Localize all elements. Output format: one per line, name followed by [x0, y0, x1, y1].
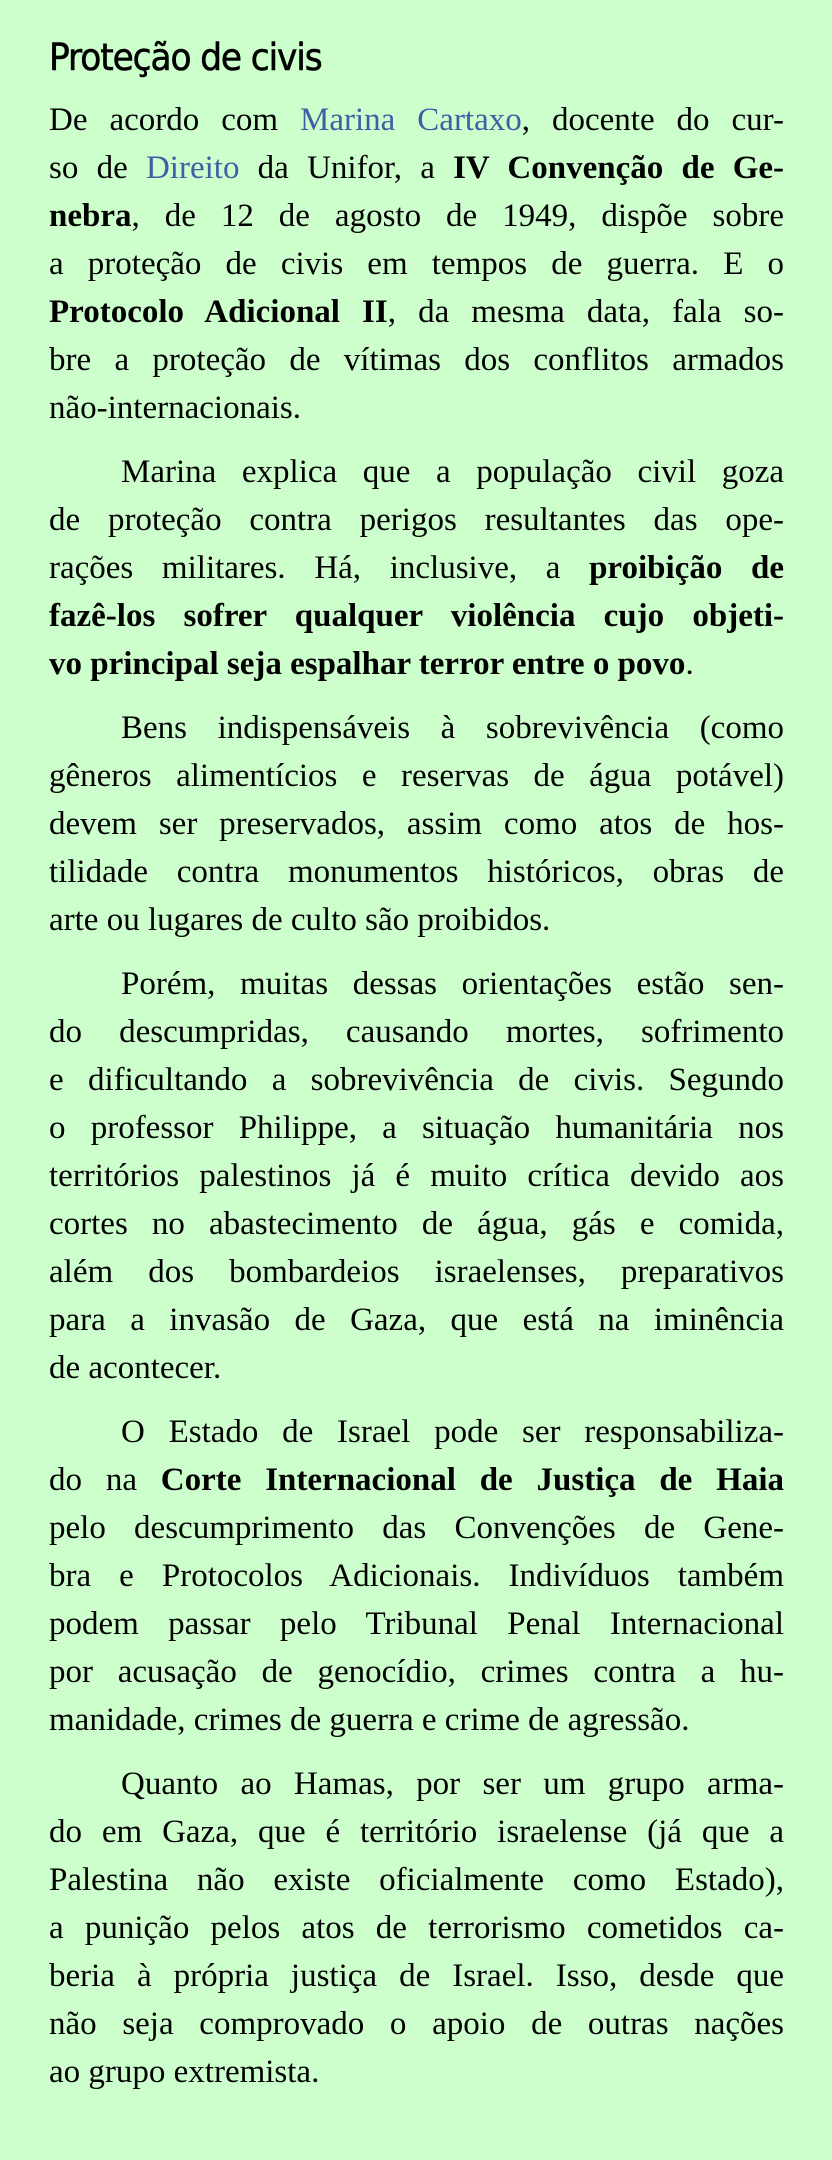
text-line: [49, 240, 784, 288]
text-line: [49, 1296, 784, 1344]
text-line: [49, 2048, 784, 2096]
text-line: [49, 1952, 784, 2000]
text-segment: podem passar pelo Tribunal Penal Internacional: [49, 1606, 784, 1642]
text-segment: Marina explica que a população civil goza: [121, 454, 784, 490]
text-line: [49, 192, 784, 240]
text-segment: de proteção contra perigos resultantes das ope-: [49, 502, 784, 538]
article-body: [49, 96, 784, 2112]
text-line: [49, 1808, 784, 1856]
text-segment: o professor Philippe, a situação humanitária nos: [49, 1110, 784, 1146]
text-segment: , docente do cur-: [521, 102, 785, 138]
paragraph: [49, 1408, 784, 1744]
text-segment: Bens indispensáveis à sobrevivência (como: [121, 710, 784, 746]
text-line: [49, 1504, 784, 1552]
text-segment: beria à própria justiça de Israel. Isso, desde que: [49, 1958, 784, 1994]
text-line: [49, 1344, 784, 1392]
inline-link[interactable]: Marina Cartaxo: [300, 102, 522, 138]
text-segment: arte ou lugares de culto são proibidos.: [49, 902, 551, 938]
text-line: [49, 2000, 784, 2048]
text-line: [49, 1104, 784, 1152]
text-line: [49, 1856, 784, 1904]
bold-text: IV Convenção de Ge-: [453, 150, 785, 186]
section-heading: Proteção de civis: [49, 36, 322, 79]
text-segment: gêneros alimentícios e reservas de água potável): [49, 758, 784, 794]
text-segment: manidade, crimes de guerra e crime de agressão.: [49, 1702, 690, 1738]
text-segment: devem ser preservados, assim como atos de hos-: [49, 806, 784, 842]
text-segment: bra e Protocolos Adicionais. Indivíduos também: [49, 1558, 784, 1594]
text-line: [49, 960, 784, 1008]
text-segment: por acusação de genocídio, crimes contra a hu-: [49, 1654, 784, 1690]
text-line: [49, 1600, 784, 1648]
text-line: [49, 544, 784, 592]
bold-text: nebra: [49, 198, 132, 234]
text-line: [49, 1056, 784, 1104]
text-segment: .: [685, 646, 694, 682]
text-line: [49, 288, 784, 336]
text-line: [49, 336, 784, 384]
text-segment: territórios palestinos já é muito crítica devido aos: [49, 1158, 784, 1194]
text-line: [49, 1904, 784, 1952]
text-line: [49, 800, 784, 848]
text-line: [49, 1152, 784, 1200]
paragraph: [49, 96, 784, 432]
text-line: [49, 496, 784, 544]
text-line: [49, 1008, 784, 1056]
text-line: [49, 1552, 784, 1600]
text-segment: para a invasão de Gaza, que está na iminência: [49, 1302, 784, 1338]
text-line: [49, 1456, 784, 1504]
bold-text: Protocolo Adicional II: [49, 294, 388, 330]
text-segment: a punição pelos atos de terrorismo cometidos ca-: [49, 1910, 784, 1946]
bold-text: fazê-los sofrer qualquer violência cujo objeti-: [49, 598, 784, 634]
text-line: [49, 448, 784, 496]
paragraph: [49, 448, 784, 688]
bold-text: Corte Internacional de Justiça de Haia: [160, 1462, 784, 1498]
text-segment: pelo descumprimento das Convenções de Gene-: [49, 1510, 784, 1546]
text-segment: rações militares. Há, inclusive, a: [49, 550, 590, 586]
text-segment: , de 12 de agosto de 1949, dispõe sobre: [131, 198, 784, 234]
inline-link[interactable]: Direito: [145, 150, 240, 186]
text-line: [49, 96, 784, 144]
text-line: [49, 1200, 784, 1248]
text-segment: so de: [49, 150, 146, 186]
paragraph: [49, 960, 784, 1392]
text-line: [49, 704, 784, 752]
text-line: [49, 1248, 784, 1296]
bold-text: vo principal seja espalhar terror entre o povo: [49, 646, 686, 682]
paragraph: [49, 1760, 784, 2096]
text-line: [49, 752, 784, 800]
text-segment: a proteção de civis em tempos de guerra. E o: [49, 246, 784, 282]
text-segment: bre a proteção de vítimas dos conflitos armados: [49, 342, 784, 378]
text-line: [49, 592, 784, 640]
text-segment: e dificultando a sobrevivência de civis. Segundo: [49, 1062, 784, 1098]
text-segment: Porém, muitas dessas orientações estão sen-: [121, 966, 784, 1002]
text-segment: não-internacionais.: [49, 390, 301, 426]
text-segment: do em Gaza, que é território israelense (já que a: [49, 1814, 784, 1850]
text-segment: ao grupo extremista.: [49, 2054, 320, 2090]
text-segment: , da mesma data, fala so-: [387, 294, 784, 330]
text-segment: cortes no abastecimento de água, gás e comida,: [49, 1206, 784, 1242]
text-segment: tilidade contra monumentos históricos, obras de: [49, 854, 784, 890]
text-line: [49, 1696, 784, 1744]
text-segment: Palestina não existe oficialmente como Estado),: [49, 1862, 784, 1898]
text-segment: não seja comprovado o apoio de outras nações: [49, 2006, 784, 2042]
text-segment: além dos bombardeios israelenses, preparativos: [49, 1254, 784, 1290]
text-segment: De acordo com: [49, 102, 301, 138]
text-segment: da Unifor, a: [239, 150, 454, 186]
paragraph: [49, 704, 784, 944]
text-line: [49, 640, 784, 688]
text-line: [49, 1408, 784, 1456]
text-line: [49, 384, 784, 432]
text-segment: do na: [49, 1462, 161, 1498]
text-segment: Quanto ao Hamas, por ser um grupo arma-: [121, 1766, 784, 1802]
text-line: [49, 144, 784, 192]
text-line: [49, 1648, 784, 1696]
text-segment: de acontecer.: [49, 1350, 222, 1386]
bold-text: proibição de: [589, 550, 784, 586]
text-line: [49, 848, 784, 896]
text-segment: do descumpridas, causando mortes, sofrimento: [49, 1014, 784, 1050]
text-line: [49, 896, 784, 944]
text-segment: O Estado de Israel pode ser responsabiliza-: [121, 1414, 784, 1450]
text-line: [49, 1760, 784, 1808]
